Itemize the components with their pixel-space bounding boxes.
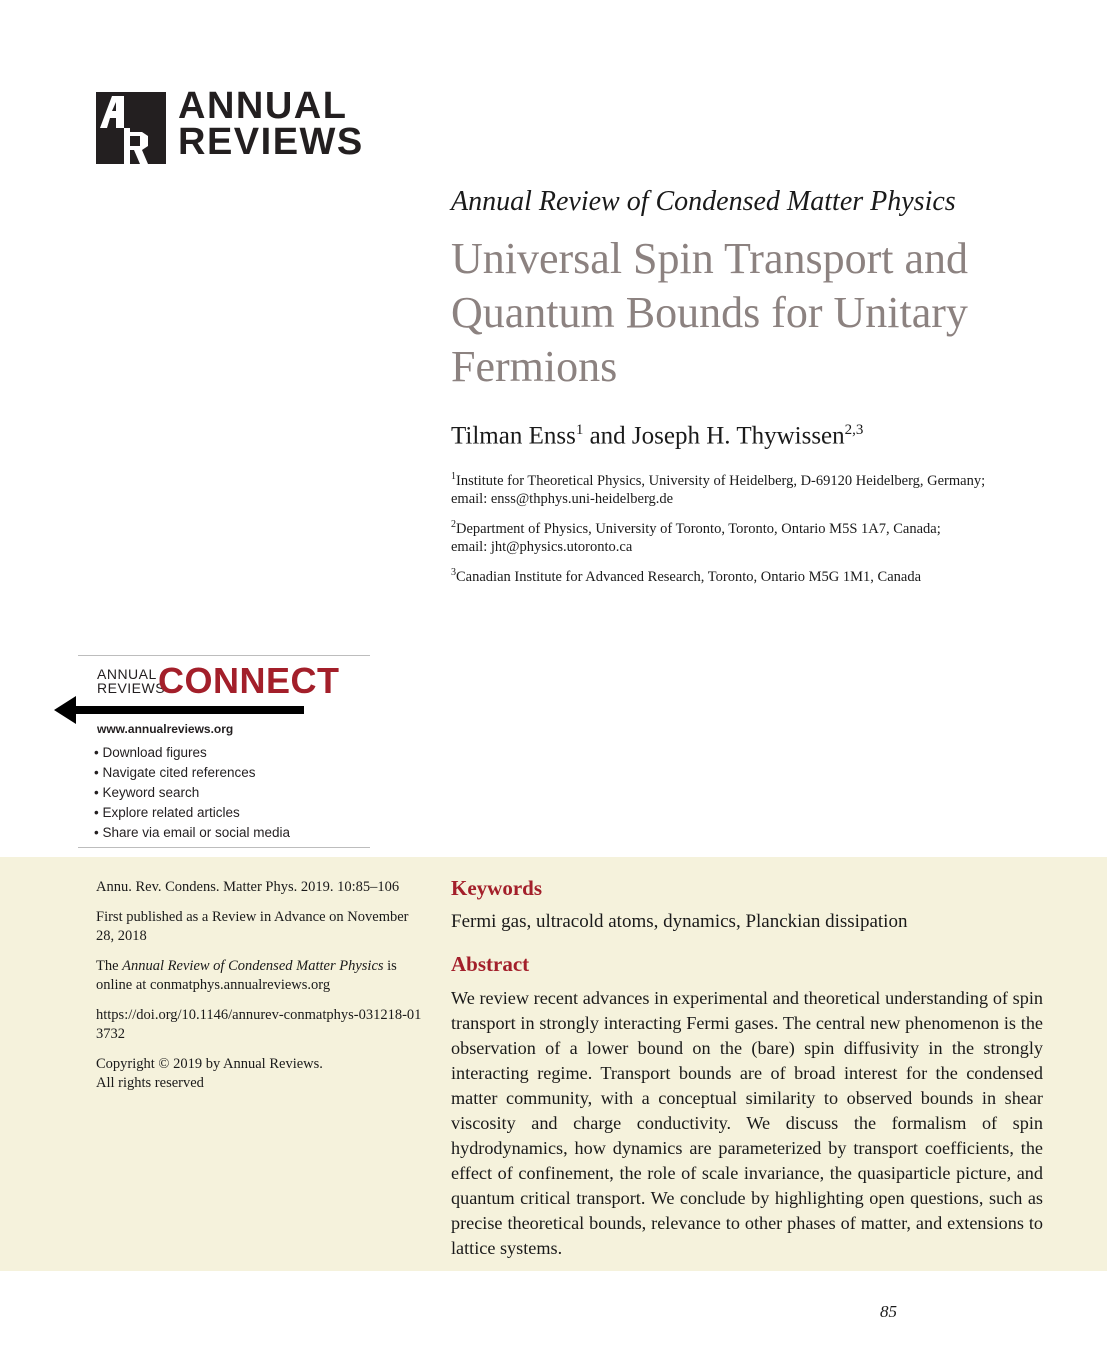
citation-info: [96, 878, 426, 1093]
connect-feature-list: [94, 743, 290, 843]
copyright-line: Copyright © 2019 by Annual Reviews.: [96, 1056, 323, 1072]
author-joiner: and: [583, 422, 632, 450]
annual-reviews-logo-text: [178, 85, 364, 163]
affiliation-marker: 2: [451, 518, 456, 530]
citation-copyright: [96, 1055, 426, 1093]
author-2: Joseph H. Thywissen: [631, 422, 845, 450]
affiliation-email: email: jht@physics.utoronto.ca: [451, 538, 633, 555]
connect-item-explore-articles: • Explore related articles: [94, 805, 240, 820]
journal-name: Annual Review of Condensed Matter Physics: [451, 186, 956, 217]
affiliation-text: Institute for Theoretical Physics, University of Heidelberg, D-69120 Heidelberg, Germany;: [456, 472, 986, 489]
logo-line-reviews: REVIEWS: [178, 121, 364, 163]
connect-item-keyword-search: • Keyword search: [94, 785, 200, 800]
author-1: Tilman Enss: [451, 422, 576, 450]
affiliation-1: [451, 468, 1051, 508]
abstract-text: We review recent advances in experimental and theoretical understanding of spin transport in strongly interacting Fermi gases. The central new phenomenon is the observation of a lower bound on the (bare) spin diffusivity in the strongly interacting regime. Transport bounds are of broad interest for the condensed matter community, with a conceptual similarity to observed bounds in shear viscosity and charge conductivity. We discuss the formalism of spin hydrodynamics, how dynamics are parameterized by transport coefficients, the effect of confinement, the role of scale invariance, the quasiparticle picture, and quantum critical transport. We conclude by highlighting open questions, such as precise theoretical bounds, relevance to other phases of matter, and extensions to lattice systems.: [451, 988, 1043, 1258]
connect-wordmark: CONNECT: [158, 660, 340, 701]
citation-online-note: [96, 957, 426, 995]
online-note-suffix: is online at conmatphys.annualreviews.org: [96, 958, 401, 993]
author-line: [451, 422, 863, 450]
connect-top-rule: [78, 655, 370, 656]
citation-reference: Annu. Rev. Condens. Matter Phys. 2019. 10:85–106: [96, 879, 400, 895]
author-2-affiliation: 2,3: [844, 422, 864, 438]
affiliation-text: Canadian Institute for Advanced Research, Toronto, Ontario M5G 1M1, Canada: [456, 568, 922, 585]
annual-reviews-connect-box: [54, 655, 340, 850]
logo-line-annual: ANNUAL: [178, 85, 348, 127]
affiliations: [451, 468, 1051, 593]
article-title: Universal Spin Transport and Quantum Bounds for Unitary Fermions: [451, 234, 968, 391]
connect-url[interactable]: www.annualreviews.org: [97, 722, 234, 736]
arrow-left-icon: [54, 695, 306, 725]
keywords-text: Fermi gas, ultracold atoms, dynamics, Planckian dissipation: [451, 911, 908, 932]
rights-line: All rights reserved: [96, 1075, 204, 1091]
citation-doi[interactable]: https://doi.org/10.1146/annurev-conmatphys-031218-013732: [96, 1007, 422, 1042]
affiliation-text: Department of Physics, University of Toronto, Toronto, Ontario M5S 1A7, Canada;: [456, 520, 941, 537]
affiliation-marker: 3: [451, 566, 456, 578]
connect-item-share: • Share via email or social media: [94, 825, 291, 840]
annual-reviews-logo-mark: [96, 92, 166, 164]
author-1-affiliation: 1: [575, 422, 584, 438]
page-number: 85: [880, 1302, 897, 1321]
affiliation-email: email: enss@thphys.uni-heidelberg.de: [451, 490, 674, 507]
online-note-journal: Annual Review of Condensed Matter Physics: [122, 958, 384, 974]
online-note-prefix: The: [96, 958, 123, 974]
affiliation-marker: 1: [451, 471, 456, 482]
affiliation-3: [451, 564, 1051, 586]
affiliation-2: [451, 516, 1051, 556]
connect-annual-text: ANNUAL: [97, 666, 157, 682]
connect-reviews-text: REVIEWS: [97, 680, 166, 696]
keywords-heading: Keywords: [451, 876, 542, 900]
connect-item-download-figures: • Download figures: [94, 745, 207, 760]
connect-item-navigate-references: • Navigate cited references: [94, 765, 256, 780]
abstract-heading: Abstract: [451, 952, 530, 976]
connect-annual-reviews-label: [97, 667, 165, 695]
citation-first-published: First published as a Review in Advance on November 28, 2018: [96, 909, 409, 944]
connect-bottom-rule: [78, 847, 370, 848]
